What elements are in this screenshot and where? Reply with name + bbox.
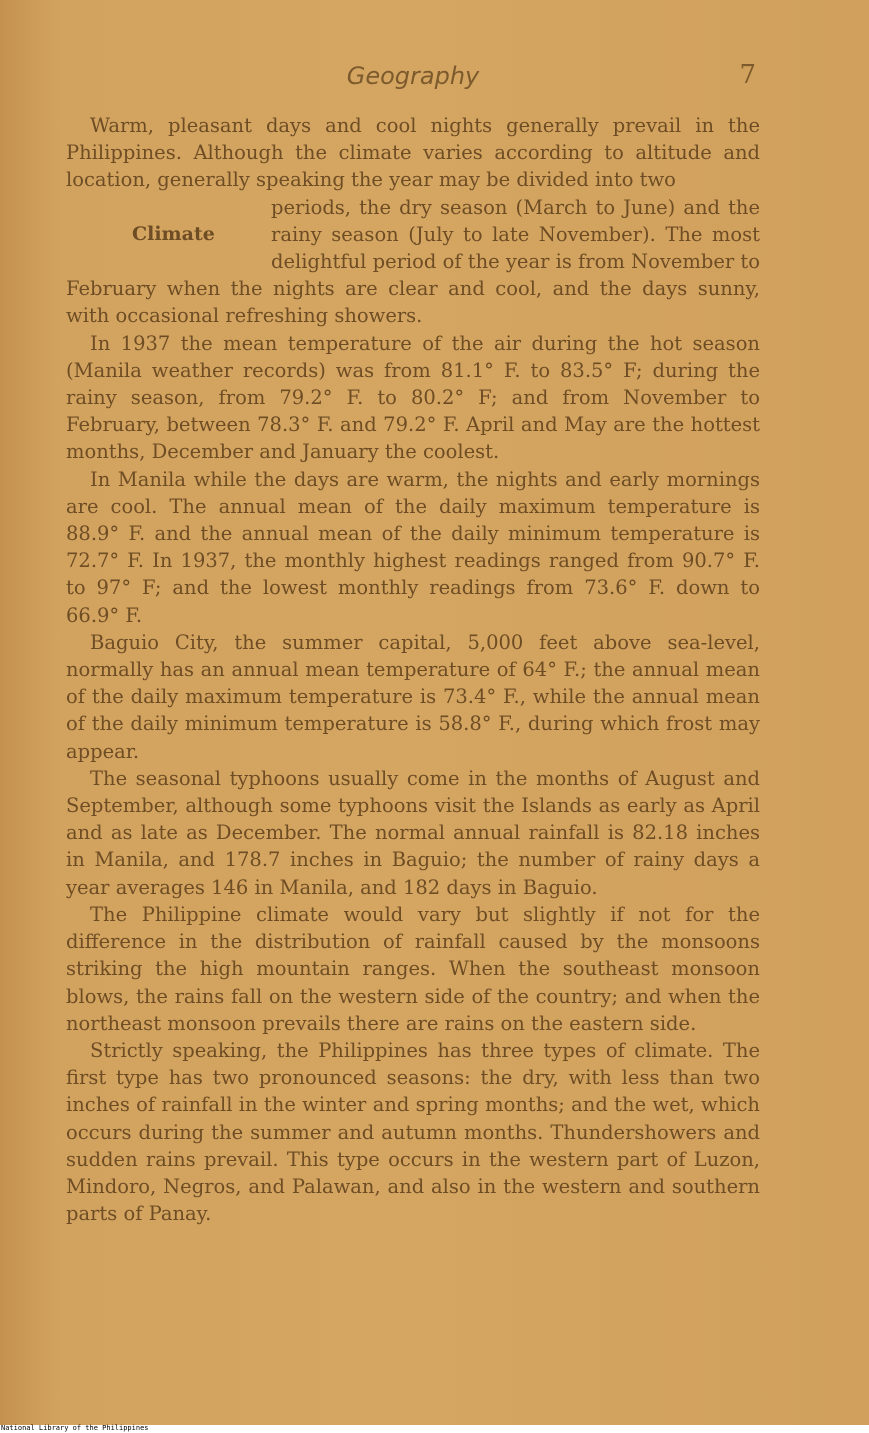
- side-heading-climate: Climate: [132, 222, 215, 245]
- paragraph-3: In Manila while the days are warm, the nights and early mornings are cool. The annual mean of the daily maximum temperature is 88.9° F. and the annual mean of the daily minimum temperature is 72.7° F. In 1937, the monthly highest readings ranged from 90.7° F. to 97° F; and the lowest monthly readings from 73.6° F. down to 66.9° F.: [66, 467, 760, 627]
- paragraph-1b: periods, the dry season (March to June) and the rainy season (July to late November). The most delightful period of the year is from November to February when the nights are clear and cool, and the days sunny, with occasional refreshing showers.: [66, 195, 760, 328]
- paragraph-4: Baguio City, the summer capital, 5,000 feet above sea-level, normally has an annual mean temperature of 64° F.; the annual mean of the daily maximum temperature is 73.4° F., while the annual mean of the daily minimum temperature is 58.8° F., during which frost may appear.: [66, 630, 760, 763]
- paragraph-1a: Warm, pleasant days and cool nights generally prevail in the Philippines. Although the climate varies according to altitude and location, generally speaking the year may be divided into two: [66, 114, 760, 192]
- paragraph-7: Strictly speaking, the Philippines has three types of climate. The first type has two pronounced seasons: the dry, with less than two inches of rainfall in the winter and spring months; and the wet, which occurs during the summer and autumn months. Thundershowers and sudden rains prevail. This type occurs in the western part of Luzon, Mindoro, Negros, and Palawan, and also in the western and southern parts of Panay.: [66, 1038, 760, 1226]
- chapter-title: Geography: [346, 62, 480, 90]
- running-header: [66, 58, 760, 98]
- paragraph-6: The Philippine climate would vary but slightly if not for the difference in the distribution of rainfall caused by the monsoons striking the high mountain ranges. When the southeast monsoon blows, the rains fall on the western side of the country; and when the northeast monsoon prevails there are rains on the eastern side.: [66, 902, 760, 1035]
- footer-credit: National Library of the Philippines: [1, 1424, 149, 1432]
- page-number: 7: [739, 60, 756, 90]
- paragraph-2: In 1937 the mean temperature of the air during the hot season (Manila weather records) was from 81.1° F. to 83.5° F; during the rainy season, from 79.2° F. to 80.2° F; and from November to February, between 78.3° F. and 79.2° F. April and May are the hottest months, December and January the coolest.: [66, 331, 760, 464]
- climate-section: [66, 194, 760, 330]
- footer-bar: [0, 1425, 869, 1433]
- page-body: [66, 112, 760, 1227]
- side-heading-box: [66, 194, 271, 275]
- paragraph-5: The seasonal typhoons usually come in the months of August and September, although some typhoons visit the Islands as early as April and as late as December. The normal annual rainfall is 82.18 inches in Manila, and 178.7 inches in Baguio; the number of rainy days a year averages 146 in Manila, and 182 days in Baguio.: [66, 766, 760, 899]
